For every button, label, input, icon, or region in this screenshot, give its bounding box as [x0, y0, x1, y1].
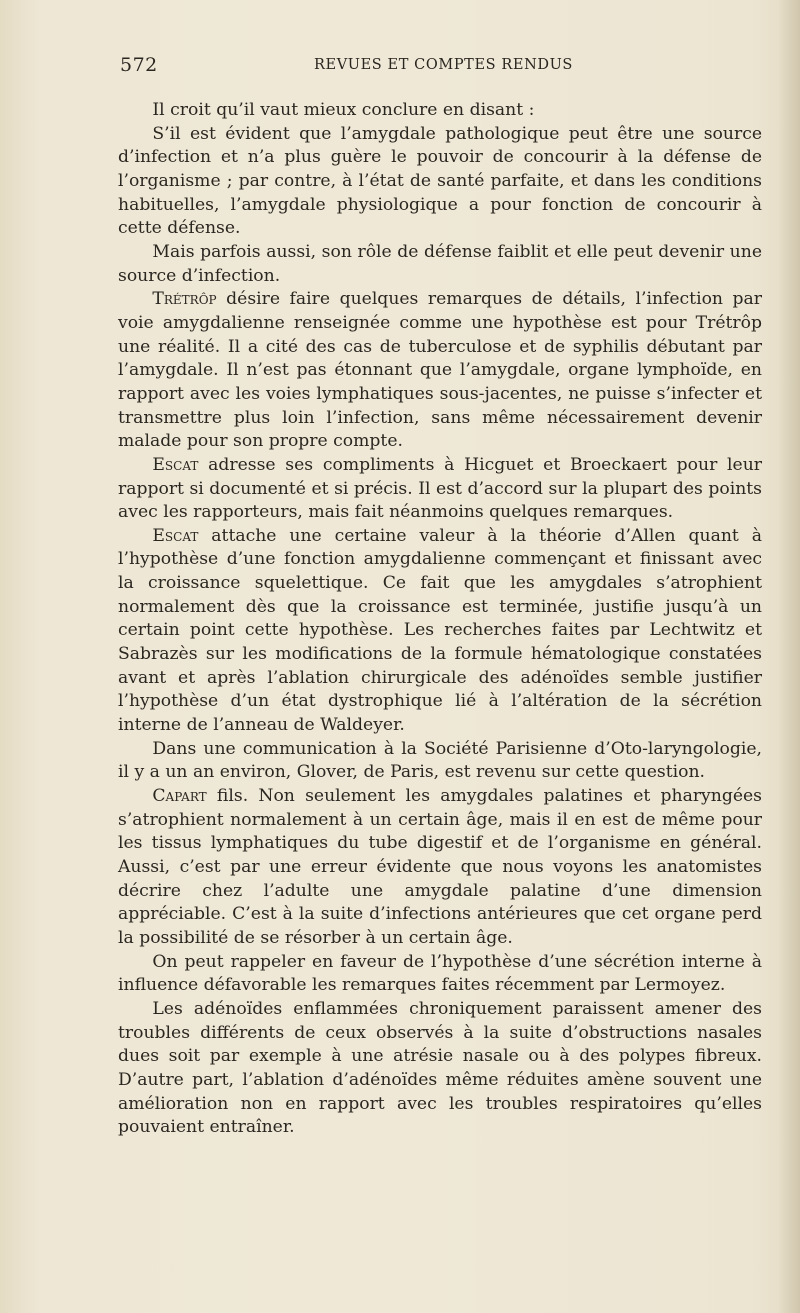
paragraph-text: Il croit qu’il vaut mieux conclure en disant : — [152, 100, 535, 120]
paragraph — [118, 123, 762, 241]
running-header — [120, 54, 765, 84]
paragraph-text: adresse ses compliments à Hicguet et Broeckaert pour leur rapport si documenté et si précis. Il est d’accord sur la plupart des points avec les rapporteurs, mais fait néanmoins quelques remarques. — [118, 454, 762, 523]
paragraph-text: Dans une communication à la Société Parisienne d’Oto-laryngologie, il y a un an environ, Glover, de Paris, est revenu sur cette question. — [118, 738, 762, 783]
paragraph — [118, 785, 762, 951]
paragraph — [118, 454, 762, 525]
speaker-name: Escat — [152, 454, 199, 475]
paragraph-text: Les adénoïdes enflammées chroniquement paraissent amener des troubles différents de ceux observés à la suite d’obstructions nasales dues soit par exemple à une atrésie nasale ou à des polypes fibreux. D’autre part, l’ablation d’adénoïdes même réduites amène souvent une amélioration non en rapport avec les troubles respiratoires qu’elles pouvaient entraîner. — [118, 998, 762, 1138]
paragraph — [118, 288, 762, 454]
paragraph-text: On peut rappeler en faveur de l’hypothèse d’une sécrétion interne à influence défavorable les remarques faites récemment par Lermoyez. — [118, 951, 762, 996]
paragraph — [118, 951, 762, 998]
paragraph-text: fils. Non seulement les amygdales palatines et pharyngées s’atrophient normalement à un certain âge, mais il en est de même pour les tissus lymphatiques du tube digestif et de l’organisme en général. Aussi, c’est par une erreur évidente que nous voyons les anatomistes décrire chez l’adulte une amygdale palatine d’une dimension appréciable. C’est à la suite d’infections antérieures que cet organe perd la possibilité de se résorber à un certain âge. — [118, 786, 762, 948]
speaker-name: Escat — [152, 525, 199, 546]
paragraph — [118, 738, 762, 785]
speaker-name: Capart — [152, 786, 207, 807]
paragraph-text: S’il est évident que l’amygdale pathologique peut être une source d’infection et n’a plus guère le pouvoir de concourir à la défense de l’organisme ; par contre, à l’état de santé parfaite, et dans les conditions habituelles, l’amygdale physiologique a pour fonction de concourir à cette défense. — [118, 123, 762, 239]
paragraph-text: Mais parfois aussi, son rôle de défense faiblit et elle peut devenir une source d’infection. — [118, 241, 762, 286]
paragraph-text: désire faire quelques remarques de détails, l’infection par voie amygdalienne renseignée comme une hypothèse est pour Trétrôp une réalité. Il a cité des cas de tuberculose et de syphilis débutant par l’amygdale. Il n’est pas étonnant que l’amygdale, organe lymphoïde, en rapport avec les voies lymphatiques sous-jacentes, ne puisse s’infecter et transmettre plus loin l’infection, sans même nécessairement devenir malade pour son propre compte. — [118, 289, 762, 452]
running-title: REVUES ET COMPTES RENDUS — [314, 57, 573, 73]
page-edge-shadow — [778, 0, 800, 1313]
paragraph — [118, 99, 762, 123]
page-number: 572 — [120, 54, 158, 76]
paragraph — [118, 525, 762, 738]
paragraph-text: attache une certaine valeur à la théorie d’Allen quant à l’hypothèse d’une fonction amygdalienne commençant et finissant avec la croissance squelettique. Ce fait que les amygdales s’atrophient normalement dès que la croissance est terminée, justifie jusqu’à un certain point cette hypothèse. Les recherches faites par Lechtwitz et Sabrazès sur les modifications de la formule hématologique constatées avant et après l’ablation chirurgicale des adénoïdes semble justifier l’hypothèse d’un état dystrophique lié à l’altération de la sécrétion interne de l’anneau de Waldeyer. — [118, 525, 762, 736]
paragraph — [118, 241, 762, 288]
speaker-name: Trétrôp — [152, 289, 217, 310]
article-body — [118, 99, 762, 1140]
paragraph — [118, 998, 762, 1140]
